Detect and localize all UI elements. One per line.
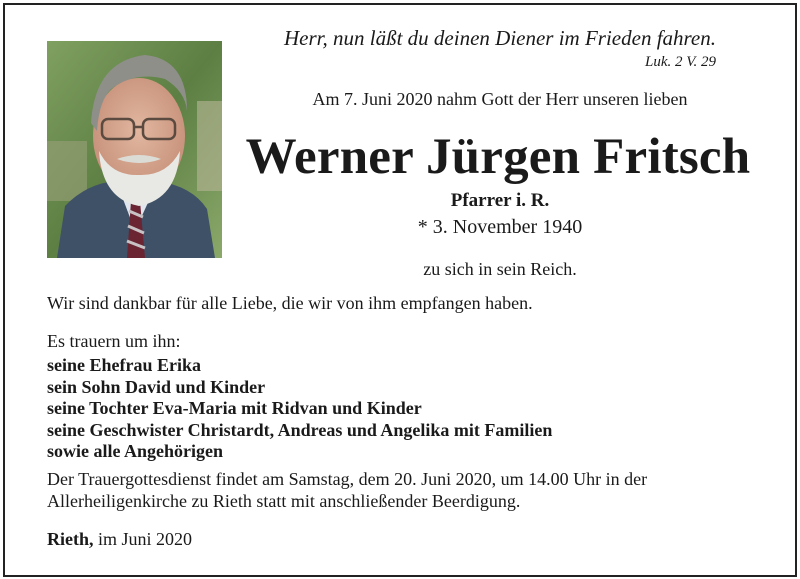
service-line: Der Trauergottesdienst findet am Samstag, dem 20. Juni 2020, um 14.00 Uhr in der [47, 469, 648, 489]
mourner-item: sein Sohn David und Kinder [47, 376, 266, 397]
deceased-name: Werner Jürgen Fritsch [245, 129, 751, 185]
death-announcement: Am 7. Juni 2020 nahm Gott der Herr unseren lieben [312, 89, 688, 109]
deceased-title: Pfarrer i. R. [450, 190, 550, 211]
mourners-list [47, 355, 552, 463]
mourner-item: sowie alle Angehörigen [47, 441, 223, 461]
service-line: Allerheiligenkirche zu Rieth statt mit anschließender Beerdigung. [47, 490, 521, 511]
mourner-item: seine Tochter Eva-Maria mit Ridvan und Kinder [47, 398, 422, 418]
portrait-photo [47, 41, 222, 258]
taken-text: zu sich in sein Reich. [423, 259, 577, 279]
mourner-item: seine Ehefrau Erika [47, 355, 202, 375]
place-date [47, 529, 192, 550]
service-info [47, 469, 747, 512]
mourning-intro: Es trauern um ihn: [47, 331, 181, 351]
thanks-text: Wir sind dankbar für alle Liebe, die wir von ihm empfangen haben. [47, 293, 533, 313]
place-name: Rieth, [47, 529, 94, 549]
bible-verse: Herr, nun läßt du deinen Diener im Frieden fahren. [284, 26, 716, 50]
birth-date: * 3. November 1940 [417, 216, 583, 238]
notice-date: im Juni 2020 [98, 529, 193, 549]
mourner-item: seine Geschwister Christardt, Andreas und Angelika mit Familien [47, 419, 553, 440]
verse-reference: Luk. 2 V. 29 [645, 54, 716, 70]
